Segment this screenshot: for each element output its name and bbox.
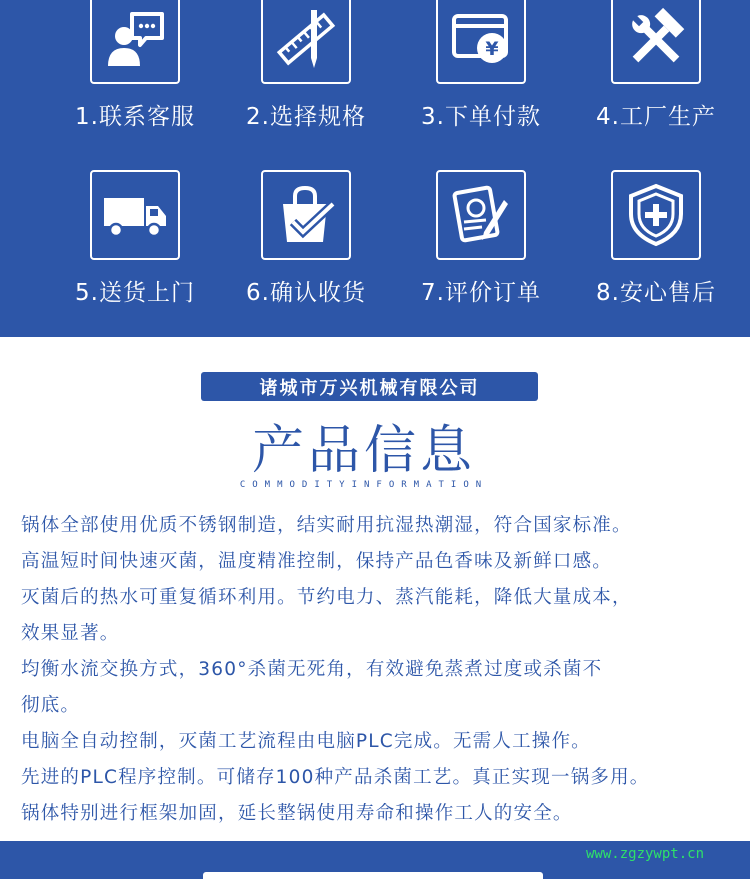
description-line: 先进的PLC程序控制。可储存100种产品杀菌工艺。真正实现一锅多用。 bbox=[21, 767, 650, 788]
payment-yen-icon bbox=[448, 6, 514, 72]
step-contact-service bbox=[50, 0, 220, 131]
process-steps-band bbox=[0, 0, 750, 337]
ruler-pencil-icon bbox=[273, 6, 339, 72]
watermark: www.zgzywpt.cn bbox=[586, 846, 705, 862]
delivery-truck-icon bbox=[102, 182, 168, 248]
description-line: 彻底。 bbox=[21, 695, 81, 716]
step-label: 2.选择规格 bbox=[246, 104, 366, 130]
customer-service-icon bbox=[102, 6, 168, 72]
description-line: 锅体全部使用优质不锈钢制造，结实耐用抗湿热潮湿，符合国家标准。 bbox=[21, 515, 632, 536]
section-subtitle: COMMODITYINFORMATION bbox=[239, 480, 489, 490]
step-review-order bbox=[396, 170, 566, 307]
step-icon-frame bbox=[611, 170, 701, 260]
review-document-icon bbox=[448, 182, 514, 248]
company-name-banner: 诸城市万兴机械有限公司 bbox=[201, 372, 538, 401]
description-line: 均衡水流交换方式，360°杀菌无死角，有效避免蒸煮过度或杀菌不 bbox=[21, 659, 603, 680]
hammer-wrench-icon bbox=[623, 6, 689, 72]
step-icon-frame bbox=[611, 0, 701, 84]
svg-text:¥: ¥ bbox=[485, 38, 499, 60]
step-label: 5.送货上门 bbox=[75, 280, 195, 306]
step-factory-production bbox=[571, 0, 741, 131]
description-line: 高温短时间快速灭菌，温度精准控制，保持产品色香味及新鲜口感。 bbox=[21, 551, 613, 572]
step-label: 8.安心售后 bbox=[596, 280, 716, 306]
shopping-bag-check-icon bbox=[273, 182, 339, 248]
step-select-spec bbox=[221, 0, 391, 131]
description-line: 锅体特别进行框架加固，延长整锅使用寿命和操作工人的安全。 bbox=[21, 803, 573, 824]
step-label: 4.工厂生产 bbox=[596, 104, 716, 130]
step-icon-frame bbox=[436, 0, 526, 84]
footer-banner-edge bbox=[203, 872, 543, 879]
shield-plus-icon bbox=[623, 182, 689, 248]
step-label: 6.确认收货 bbox=[246, 280, 366, 306]
product-description bbox=[21, 508, 746, 832]
step-icon-frame bbox=[436, 170, 526, 260]
step-order-payment bbox=[396, 0, 566, 131]
step-confirm-receipt bbox=[221, 170, 391, 307]
step-icon-frame bbox=[261, 170, 351, 260]
step-label: 3.下单付款 bbox=[421, 104, 541, 130]
step-after-sales bbox=[571, 170, 741, 307]
step-icon-frame bbox=[261, 0, 351, 84]
description-line: 电脑全自动控制，灭菌工艺流程由电脑PLC完成。无需人工操作。 bbox=[21, 731, 591, 752]
step-label: 7.评价订单 bbox=[421, 280, 541, 306]
section-title: 产品信息 bbox=[251, 421, 476, 481]
step-delivery bbox=[50, 170, 220, 307]
description-line: 灭菌后的热水可重复循环利用。节约电力、蒸汽能耗，降低大量成本， bbox=[21, 587, 632, 608]
step-icon-frame bbox=[90, 170, 180, 260]
step-icon-frame bbox=[90, 0, 180, 84]
description-line: 效果显著。 bbox=[21, 623, 120, 644]
step-label: 1.联系客服 bbox=[75, 104, 195, 130]
